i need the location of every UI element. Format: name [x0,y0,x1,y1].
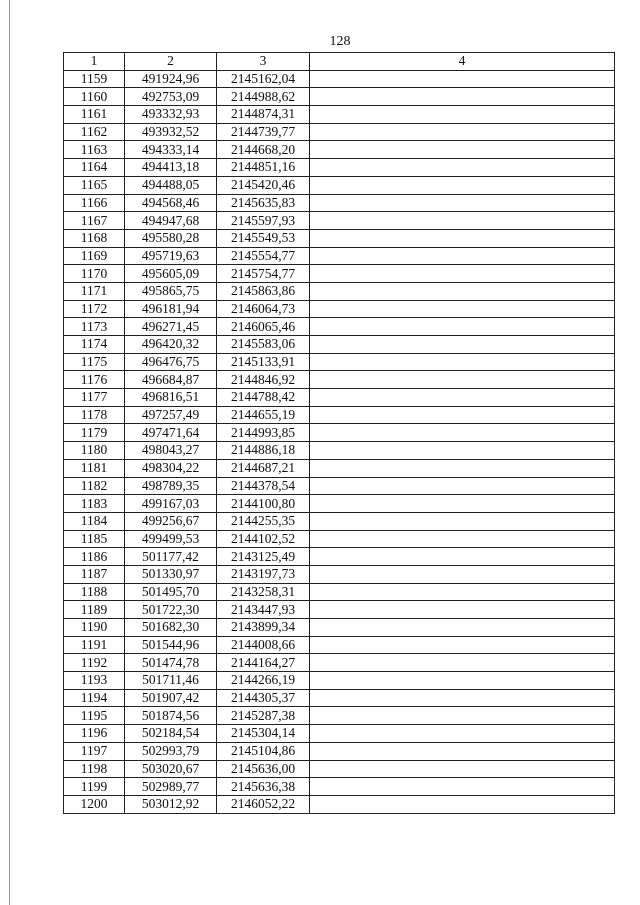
table-row [64,70,615,88]
y-coordinate-cell: 2145287,38 [217,707,310,725]
point-number-cell: 1184 [64,512,125,530]
y-coordinate-cell: 2144305,37 [217,689,310,707]
table-row [64,795,615,813]
note-cell [310,159,615,177]
note-cell [310,318,615,336]
note-cell [310,725,615,743]
x-coordinate-cell: 494947,68 [125,212,217,230]
x-coordinate-cell: 495865,75 [125,282,217,300]
table-row [64,212,615,230]
x-coordinate-cell: 493332,93 [125,106,217,124]
x-coordinate-cell: 501544,96 [125,636,217,654]
x-coordinate-cell: 502993,79 [125,742,217,760]
x-coordinate-cell: 498304,22 [125,459,217,477]
point-number-cell: 1186 [64,548,125,566]
point-number-cell: 1172 [64,300,125,318]
table-row [64,371,615,389]
point-number-cell: 1197 [64,742,125,760]
x-coordinate-cell: 492753,09 [125,88,217,106]
table-row [64,336,615,354]
x-coordinate-cell: 495719,63 [125,247,217,265]
point-number-cell: 1196 [64,725,125,743]
note-cell [310,265,615,283]
point-number-cell: 1189 [64,601,125,619]
y-coordinate-cell: 2144100,80 [217,495,310,513]
table-row [64,689,615,707]
point-number-cell: 1179 [64,424,125,442]
y-coordinate-cell: 2143125,49 [217,548,310,566]
x-coordinate-cell: 501907,42 [125,689,217,707]
table-row [64,495,615,513]
x-coordinate-cell: 499256,67 [125,512,217,530]
y-coordinate-cell: 2144993,85 [217,424,310,442]
y-coordinate-cell: 2145583,06 [217,336,310,354]
table-row [64,159,615,177]
note-cell [310,601,615,619]
note-cell [310,619,615,637]
x-coordinate-cell: 501711,46 [125,672,217,690]
point-number-cell: 1169 [64,247,125,265]
note-cell [310,654,615,672]
note-cell [310,707,615,725]
x-coordinate-cell: 498043,27 [125,442,217,460]
point-number-cell: 1187 [64,565,125,583]
table-row [64,778,615,796]
note-cell [310,512,615,530]
point-number-cell: 1193 [64,672,125,690]
table-row [64,548,615,566]
note-cell [310,583,615,601]
y-coordinate-cell: 2144668,20 [217,141,310,159]
y-coordinate-cell: 2146052,22 [217,795,310,813]
y-coordinate-cell: 2143447,93 [217,601,310,619]
x-coordinate-cell: 496271,45 [125,318,217,336]
point-number-cell: 1194 [64,689,125,707]
note-cell [310,477,615,495]
note-cell [310,88,615,106]
y-coordinate-cell: 2145162,04 [217,70,310,88]
point-number-cell: 1188 [64,583,125,601]
y-coordinate-cell: 2145636,00 [217,760,310,778]
y-coordinate-cell: 2143899,34 [217,619,310,637]
point-number-cell: 1200 [64,795,125,813]
note-cell [310,459,615,477]
column-header-3: 3 [217,53,310,71]
point-number-cell: 1163 [64,141,125,159]
point-number-cell: 1190 [64,619,125,637]
point-number-cell: 1162 [64,123,125,141]
note-cell [310,247,615,265]
y-coordinate-cell: 2146064,73 [217,300,310,318]
y-coordinate-cell: 2145304,14 [217,725,310,743]
table-row [64,265,615,283]
note-cell [310,194,615,212]
note-cell [310,106,615,124]
note-cell [310,282,615,300]
y-coordinate-cell: 2144102,52 [217,530,310,548]
point-number-cell: 1159 [64,70,125,88]
x-coordinate-cell: 494568,46 [125,194,217,212]
x-coordinate-cell: 502184,54 [125,725,217,743]
note-cell [310,742,615,760]
column-header-2: 2 [125,53,217,71]
x-coordinate-cell: 495580,28 [125,229,217,247]
point-number-cell: 1199 [64,778,125,796]
y-coordinate-cell: 2145554,77 [217,247,310,265]
note-cell [310,795,615,813]
x-coordinate-cell: 501177,42 [125,548,217,566]
point-number-cell: 1165 [64,176,125,194]
point-number-cell: 1191 [64,636,125,654]
x-coordinate-cell: 496816,51 [125,389,217,407]
x-coordinate-cell: 496420,32 [125,336,217,354]
table-row [64,318,615,336]
point-number-cell: 1192 [64,654,125,672]
x-coordinate-cell: 493932,52 [125,123,217,141]
point-number-cell: 1166 [64,194,125,212]
y-coordinate-cell: 2145549,53 [217,229,310,247]
table-row [64,247,615,265]
point-number-cell: 1185 [64,530,125,548]
table-row [64,725,615,743]
table-row [64,672,615,690]
x-coordinate-cell: 496181,94 [125,300,217,318]
x-coordinate-cell: 501722,30 [125,601,217,619]
y-coordinate-cell: 2146065,46 [217,318,310,336]
point-number-cell: 1168 [64,229,125,247]
x-coordinate-cell: 501474,78 [125,654,217,672]
page-number: 128 [329,34,351,49]
table-row [64,619,615,637]
note-cell [310,212,615,230]
y-coordinate-cell: 2145133,91 [217,353,310,371]
note-cell [310,123,615,141]
note-cell [310,760,615,778]
point-number-cell: 1181 [64,459,125,477]
table-row [64,106,615,124]
y-coordinate-cell: 2145635,83 [217,194,310,212]
y-coordinate-cell: 2144739,77 [217,123,310,141]
note-cell [310,495,615,513]
y-coordinate-cell: 2144874,31 [217,106,310,124]
y-coordinate-cell: 2144687,21 [217,459,310,477]
note-cell [310,689,615,707]
note-cell [310,636,615,654]
point-number-cell: 1176 [64,371,125,389]
point-number-cell: 1171 [64,282,125,300]
y-coordinate-cell: 2145636,38 [217,778,310,796]
note-cell [310,353,615,371]
point-number-cell: 1170 [64,265,125,283]
note-cell [310,565,615,583]
y-coordinate-cell: 2144846,92 [217,371,310,389]
y-coordinate-cell: 2144655,19 [217,406,310,424]
y-coordinate-cell: 2143197,73 [217,565,310,583]
point-number-cell: 1183 [64,495,125,513]
y-coordinate-cell: 2143258,31 [217,583,310,601]
x-coordinate-cell: 503012,92 [125,795,217,813]
x-coordinate-cell: 503020,67 [125,760,217,778]
note-cell [310,442,615,460]
point-number-cell: 1175 [64,353,125,371]
note-cell [310,229,615,247]
x-coordinate-cell: 494413,18 [125,159,217,177]
point-number-cell: 1177 [64,389,125,407]
note-cell [310,176,615,194]
x-coordinate-cell: 501874,56 [125,707,217,725]
x-coordinate-cell: 491924,96 [125,70,217,88]
note-cell [310,424,615,442]
note-cell [310,70,615,88]
x-coordinate-cell: 501330,97 [125,565,217,583]
table-row [64,442,615,460]
y-coordinate-cell: 2144988,62 [217,88,310,106]
table-row [64,654,615,672]
note-cell [310,548,615,566]
table-row [64,194,615,212]
note-cell [310,778,615,796]
x-coordinate-cell: 495605,09 [125,265,217,283]
note-cell [310,406,615,424]
table-header-row [64,53,615,71]
y-coordinate-cell: 2145104,86 [217,742,310,760]
table-row [64,742,615,760]
table-row [64,123,615,141]
table-row [64,601,615,619]
point-number-cell: 1198 [64,760,125,778]
point-number-cell: 1182 [64,477,125,495]
table-row [64,583,615,601]
x-coordinate-cell: 501495,70 [125,583,217,601]
table-row [64,636,615,654]
table-row [64,707,615,725]
x-coordinate-cell: 501682,30 [125,619,217,637]
table-body [64,70,615,813]
column-header-1: 1 [64,53,125,71]
point-number-cell: 1160 [64,88,125,106]
table-row [64,424,615,442]
x-coordinate-cell: 497257,49 [125,406,217,424]
y-coordinate-cell: 2144378,54 [217,477,310,495]
point-number-cell: 1178 [64,406,125,424]
point-number-cell: 1174 [64,336,125,354]
table-row [64,300,615,318]
note-cell [310,141,615,159]
table-row [64,389,615,407]
y-coordinate-cell: 2144886,18 [217,442,310,460]
table-row [64,459,615,477]
table-row [64,282,615,300]
x-coordinate-cell: 499167,03 [125,495,217,513]
table-row [64,176,615,194]
point-number-cell: 1180 [64,442,125,460]
point-number-cell: 1161 [64,106,125,124]
y-coordinate-cell: 2144164,27 [217,654,310,672]
y-coordinate-cell: 2144788,42 [217,389,310,407]
table-row [64,530,615,548]
table-row [64,353,615,371]
table-row [64,512,615,530]
column-header-4: 4 [310,53,615,71]
table-row [64,760,615,778]
table-row [64,88,615,106]
y-coordinate-cell: 2145754,77 [217,265,310,283]
point-number-cell: 1167 [64,212,125,230]
x-coordinate-cell: 496476,75 [125,353,217,371]
x-coordinate-cell: 496684,87 [125,371,217,389]
x-coordinate-cell: 497471,64 [125,424,217,442]
y-coordinate-cell: 2144008,66 [217,636,310,654]
coordinates-table [63,52,615,814]
page-edge-line [9,0,10,905]
y-coordinate-cell: 2144851,16 [217,159,310,177]
note-cell [310,672,615,690]
x-coordinate-cell: 494488,05 [125,176,217,194]
note-cell [310,530,615,548]
y-coordinate-cell: 2144266,19 [217,672,310,690]
x-coordinate-cell: 494333,14 [125,141,217,159]
y-coordinate-cell: 2145863,86 [217,282,310,300]
table-row [64,141,615,159]
y-coordinate-cell: 2145420,46 [217,176,310,194]
table-row [64,229,615,247]
point-number-cell: 1173 [64,318,125,336]
table-row [64,477,615,495]
point-number-cell: 1164 [64,159,125,177]
y-coordinate-cell: 2144255,35 [217,512,310,530]
note-cell [310,300,615,318]
table-row [64,406,615,424]
note-cell [310,336,615,354]
x-coordinate-cell: 499499,53 [125,530,217,548]
table-row [64,565,615,583]
x-coordinate-cell: 498789,35 [125,477,217,495]
point-number-cell: 1195 [64,707,125,725]
note-cell [310,371,615,389]
y-coordinate-cell: 2145597,93 [217,212,310,230]
x-coordinate-cell: 502989,77 [125,778,217,796]
note-cell [310,389,615,407]
